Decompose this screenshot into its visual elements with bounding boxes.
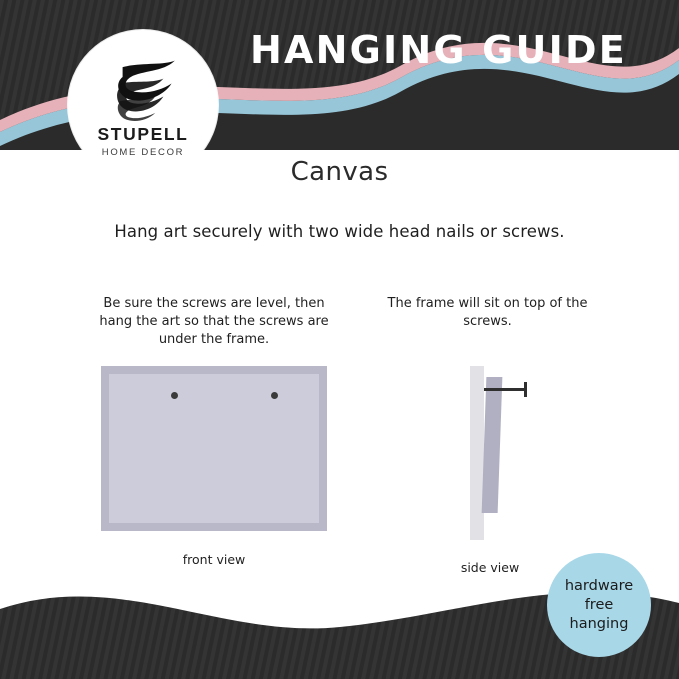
screw-left-icon: [171, 392, 178, 399]
screw-head-icon: [524, 382, 527, 397]
side-view-diagram: [440, 366, 550, 540]
screw-shaft-icon: [484, 388, 526, 391]
badge-line-2: free: [584, 596, 614, 613]
product-type: Canvas: [290, 157, 389, 187]
page-title: HANGING GUIDE: [250, 28, 627, 72]
badge-line-1: hardware: [564, 577, 634, 594]
brand-name: STUPELL: [97, 123, 189, 144]
side-view-caption: The frame will sit on top of the screws.: [387, 296, 588, 329]
canvas-frame-inner: [109, 374, 319, 523]
screw-right-icon: [271, 392, 278, 399]
hardware-free-badge: [547, 553, 651, 657]
canvas-side-profile: [482, 377, 503, 513]
front-view-diagram: [101, 366, 327, 531]
brand-tagline: HOME DECOR: [101, 146, 185, 158]
stupell-swirl-logo-icon: [106, 59, 180, 121]
front-view-label: front view: [182, 552, 246, 567]
wall-shape: [470, 366, 484, 540]
front-view-caption: Be sure the screws are level, then hang the art so that the screws are under the frame.: [99, 296, 329, 347]
side-view-label: side view: [460, 560, 520, 575]
lead-instruction: Hang art securely with two wide head nails or screws.: [114, 222, 565, 241]
badge-line-3: hanging: [569, 615, 629, 632]
